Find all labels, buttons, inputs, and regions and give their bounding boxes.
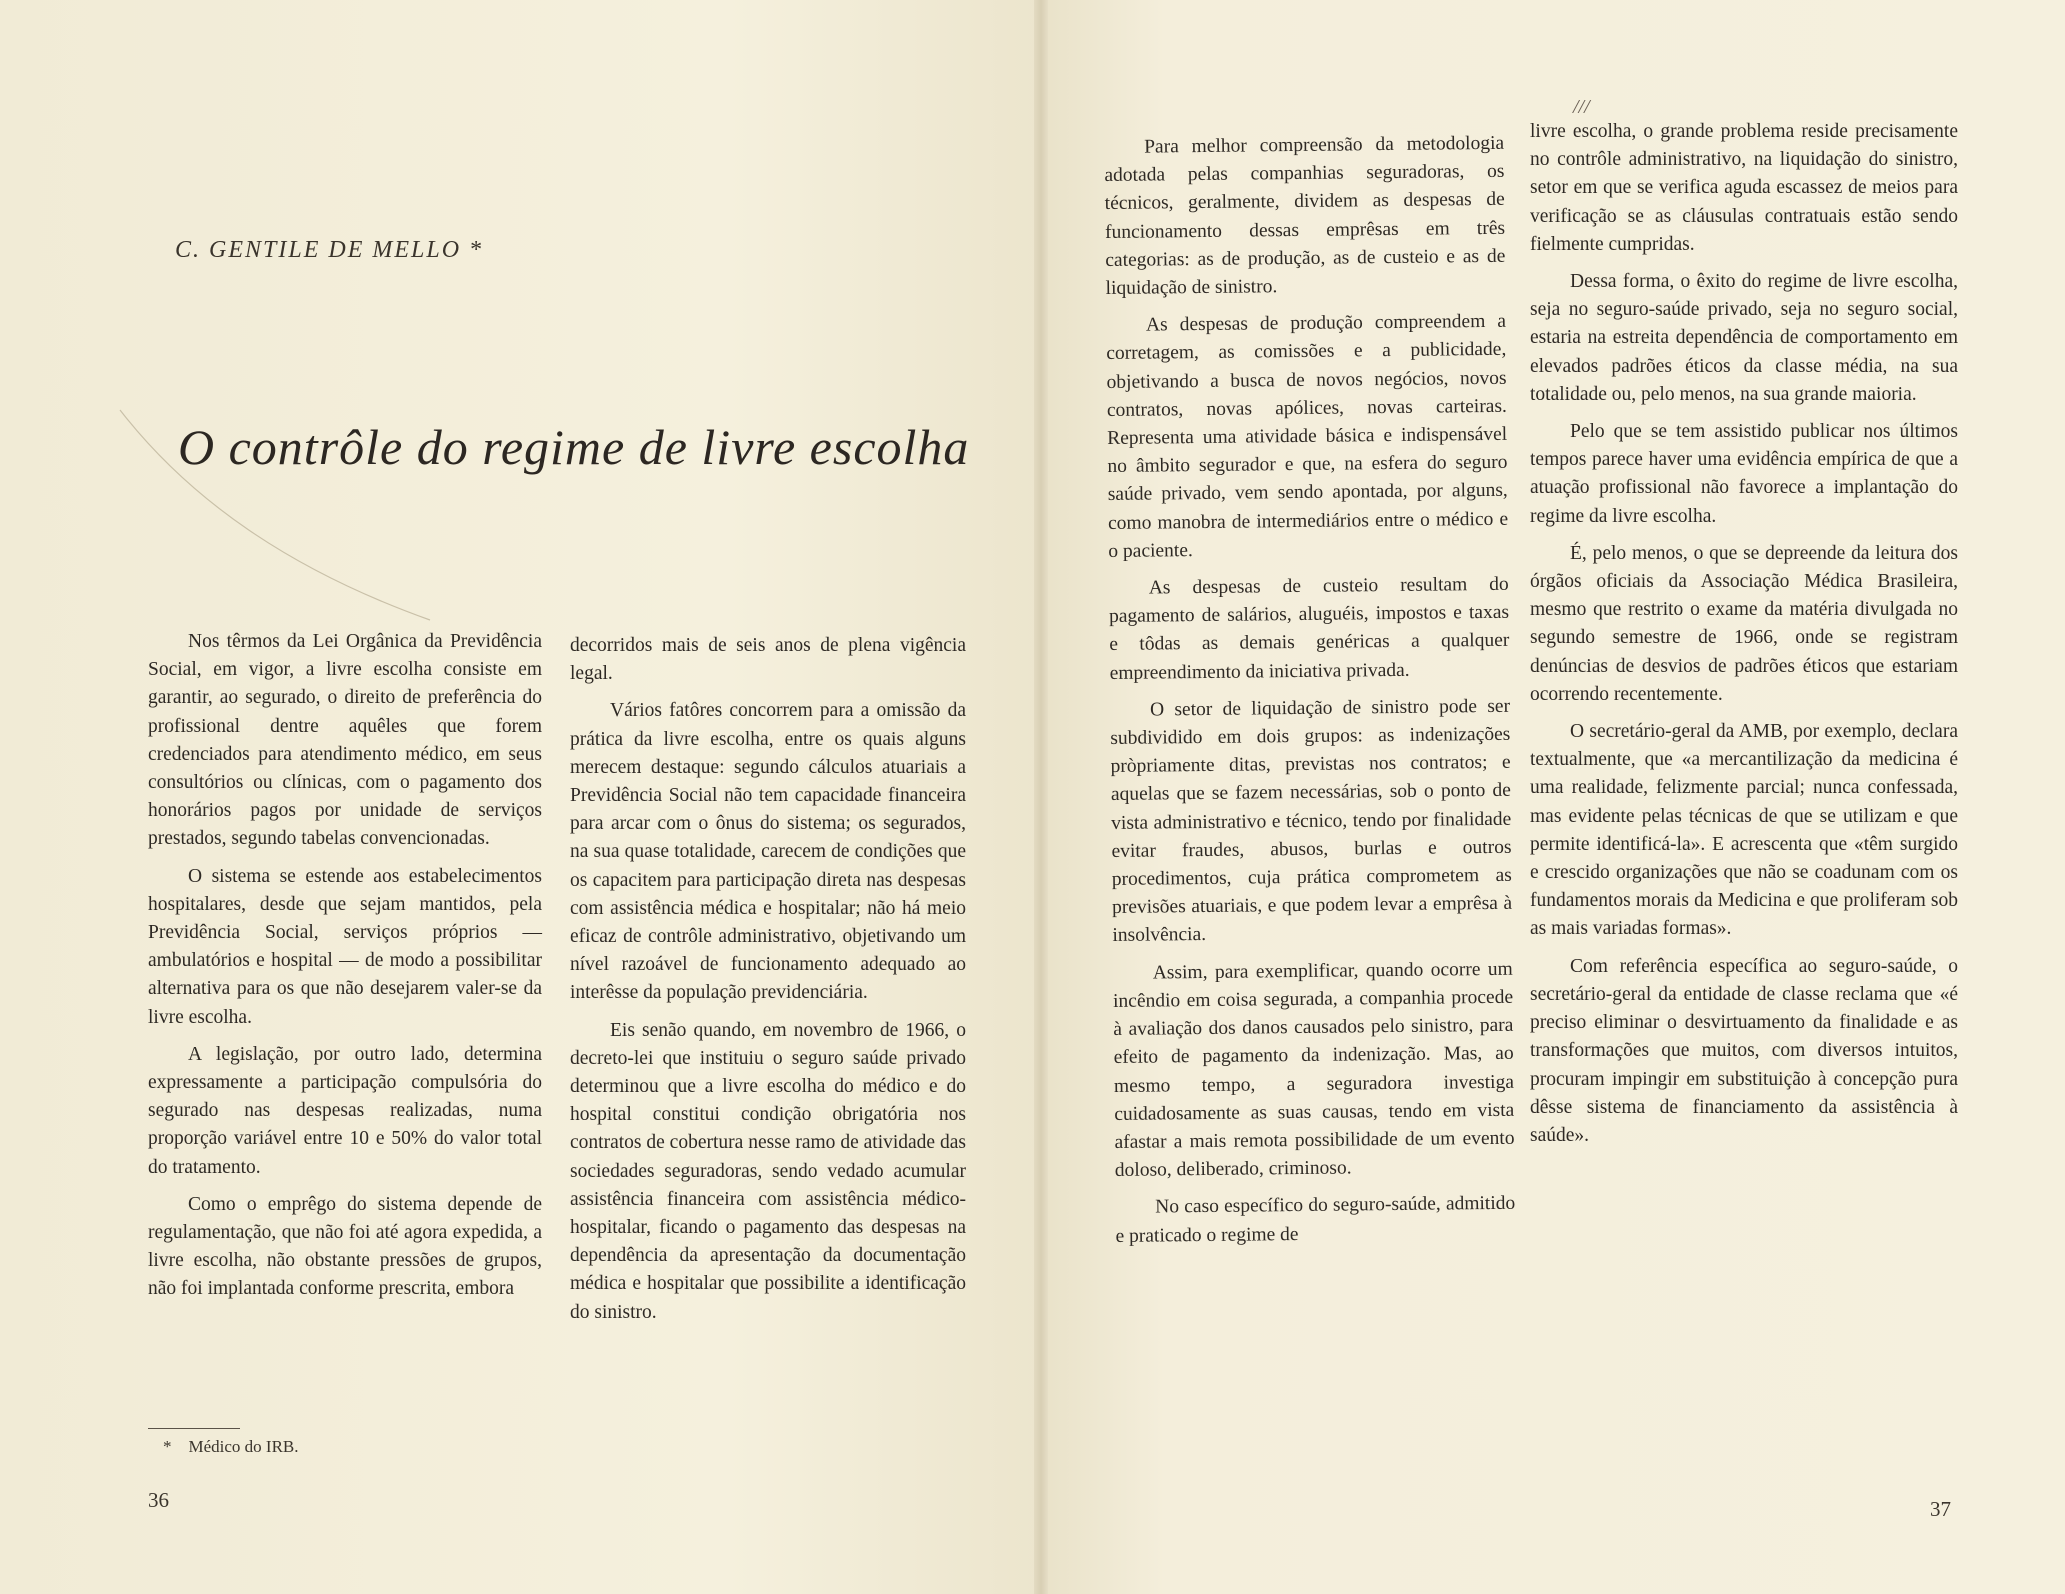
page-number-left: 36	[148, 1488, 169, 1512]
paragraph: O setor de liquidação de sinistro pode ser subdividido em dois grupos: as indenizações pròpriamente ditas, previstas nos contratos; e aquelas que se fazem necessárias, sob o ponto de vista administrativo e técnico, tendo por finalidade evitar fraudes, abusos, burlas e outros procedimentos, cuja prática comprometem as previsões atuariais, e que podem levar a emprêsa à insolvência.	[1110, 695, 1513, 947]
footnote-rule	[148, 1428, 240, 1429]
handwritten-mark: ///	[1573, 96, 1590, 118]
paragraph: livre escolha, o grande problema reside precisamente no contrôle administrativo, na liquidação do sinistro, setor em que se verifica aguda escassez de meios para verificação se as cláusulas contratuais estão sendo fielmente cumpridas.	[1530, 121, 1958, 255]
left-column-1	[148, 628, 542, 1313]
paragraph: Vários fatôres concorrem para a omissão da prática da livre escolha, entre os quais alguns merecem destaque: segundo cálculos atuariais a Previdência Social não tem capacidade financeira para arcar com o ônus do sistema; os segurados, na sua quase totalidade, carecem de condições que os capacitem para participação direta nas despesas com assistência médica e hospitalar; não há meio eficaz de contrôle administrativo, objetivando um nível razoável de funcionamento adequado ao interêsse da população previdenciária.	[570, 700, 966, 1004]
paragraph: Assim, para exemplificar, quando ocorre um incêndio em coisa segurada, a companhia procede à avaliação dos danos causados pelo sinistro, para efeito de pagamento da indenização. Mas, ao mesmo tempo, a seguradora investiga cuidadosamente as suas causas, tendo em vista afastar a mais remota possibilidade de um evento doloso, deliberado, criminoso.	[1112, 958, 1515, 1182]
paragraph: As despesas de custeio resultam do pagamento de salários, aluguéis, impostos e taxas e tôdas as demais genéricas a qualquer empreendimento da iniciativa privada.	[1108, 573, 1510, 684]
book-gutter	[1034, 0, 1048, 1594]
paragraph: O secretário-geral da AMB, por exemplo, declara textualmente, que «a mercantilização da medicina é uma realidade, felizmente parcial; nunca confessada, mas evidente pelas técnicas de que se utilizam e que permite identificá-la». E acrescenta que «têm surgido e crescido organizações que não se coadunam com os fundamentos morais da Medicina e que proliferam sob as mais variadas formas».	[1530, 721, 1958, 940]
right-column-2	[1530, 118, 1958, 1159]
paragraph: É, pelo menos, o que se depreende da leitura dos órgãos oficiais da Associação Médica Brasileira, mesmo que restrito o exame da matéria divulgada no segundo semestre de 1966, onde se registram denúncias de desvios de padrões éticos que estariam ocorrendo recentemente.	[1530, 542, 1958, 705]
paragraph: A legislação, por outro lado, determina expressamente a participação compulsória do segurado nas despesas realizadas, numa proporção variável entre 10 e 50% do valor total do tratamento.	[148, 1043, 542, 1178]
article-title: O contrôle do regime de livre escolha	[178, 419, 970, 475]
paragraph: Nos têrmos da Lei Orgânica da Previdência Social, em vigor, a livre escolha consiste em garantir, ao segurado, o direito de preferência do profissional dentre aquêles que forem credenciados para atendimento médico, em seus consultórios ou clínicas, com o pagamento dos honorários pagos por unidade de serviços prestados, segundo tabelas convencionadas.	[148, 631, 542, 850]
author-name: C. GENTILE DE MELLO *	[175, 237, 484, 263]
paragraph: O sistema se estende aos estabelecimentos hospitalares, desde que sejam mantidos, pela Previdência Social, serviços próprios — ambulatórios e hospital — de modo a possibilitar alternativa para os que não desejarem valer-se da livre escolha.	[148, 865, 542, 1028]
footnote-marker: *	[163, 1437, 172, 1456]
paragraph: Com referência específica ao seguro-saúde, o secretário-geral da entidade de classe reclama que «é preciso eliminar o desvirtuamento da finalidade e as transformações que muitos, com diversos intuitos, procuram impingir em substituição à concepção pura dêsse sistema de financiamento da assistência à saúde».	[1530, 955, 1958, 1146]
footnote-text: Médico do IRB.	[188, 1437, 299, 1456]
paragraph: Para melhor compreensão da metodologia adotada pelas companhias seguradoras, os técnicos, geralmente, dividem as despesas de funcionamento dessas emprêsas em três categorias: as de produção, as de custeio e as de liquidação de sinistro.	[1104, 132, 1506, 300]
paragraph: Como o emprêgo do sistema depende de regulamentação, que não foi até agora expedida, a livre escolha, não obstante pressões de grupos, não foi implantada conforme prescrita, embora	[148, 1193, 542, 1300]
paragraph: Eis senão quando, em novembro de 1966, o decreto-lei que instituiu o seguro saúde privado determinou que a livre escolha do médico e do hospital constitui condição obrigatória nos contratos de cobertura nesse ramo de atividade das sociedades seguradoras, sendo vedado acumular assistência financeira com assistência médico-hospitalar, ficando o pagamento das despesas na dependência da apresentação da documentação médica e hospitalar que possibilite a identificação do sinistro.	[570, 1019, 966, 1323]
paragraph: As despesas de produção compreendem a corretagem, as comissões e a publicidade, objetivando a busca de novos negócios, novos contratos, novas apólices, novas carteiras. Representa uma atividade básica e indispensável no âmbito segurador e que, na esfera do seguro saúde privado, vem sendo apontada, por alguns, como manobra de intermediários entre o médico e o paciente.	[1106, 311, 1509, 562]
footnote	[163, 1437, 299, 1457]
paragraph: decorridos mais de seis anos de plena vigência legal.	[570, 635, 966, 685]
left-column-2	[570, 632, 966, 1336]
page-number-right: 37	[1930, 1497, 1951, 1521]
right-column-1	[1104, 130, 1516, 1260]
paragraph: Dessa forma, o êxito do regime de livre escolha, seja no seguro-saúde privado, seja no seguro social, estaria na estreita dependência de comportamento em elevados padrões éticos da classe média, na sua totalidade ou, pelo menos, na sua grande maioria.	[1530, 271, 1958, 405]
paragraph: Pelo que se tem assistido publicar nos últimos tempos parece haver uma evidência empírica de que a atuação profissional não favorece a implantação do regime da livre escolha.	[1530, 421, 1958, 527]
paragraph: No caso específico do seguro-saúde, admitido e praticado o regime de	[1115, 1193, 1516, 1247]
